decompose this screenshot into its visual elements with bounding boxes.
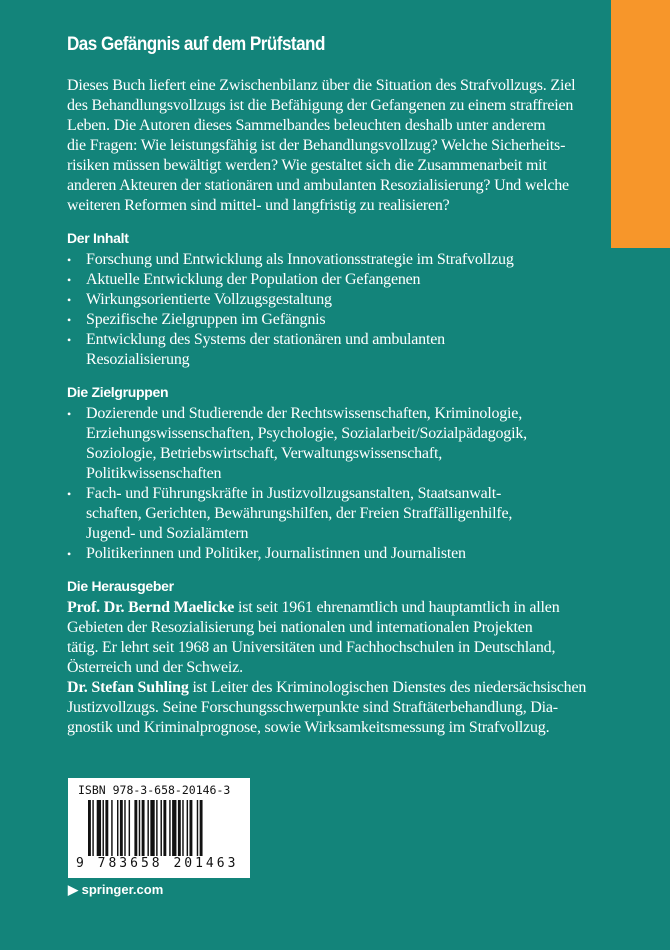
text-line: • Wirkungsorientierte Vollzugsgestaltung	[86, 291, 332, 308]
list-item	[67, 544, 607, 564]
book-title: Das Gefängnis auf dem Prüfstand	[67, 34, 325, 55]
text-line: • Spezifische Zielgruppen im Gefängnis	[86, 311, 326, 328]
barcode-bar	[190, 800, 193, 856]
isbn-text: ISBN 978-3-658-20146-3	[78, 783, 231, 797]
publisher-link[interactable]: ▶ springer.com	[68, 882, 164, 897]
barcode-bar	[142, 800, 145, 856]
barcode-bar	[182, 800, 183, 856]
barcode-bar	[169, 800, 170, 856]
text-line: • Politikerinnen und Politiker, Journalistinnen und Journalisten	[86, 545, 466, 562]
text-line: tätig. Er lehrt seit 1968 an Universitäten und Fachhochschulen in Deutschland,	[67, 639, 556, 656]
list-item	[67, 310, 607, 330]
text-line	[67, 678, 607, 698]
text-line: Justizvollzugs. Seine Forschungsschwerpunkte sind Straftäterbehandlung, Dia-	[67, 699, 558, 716]
text-line: Gebieten der Resozialisierung bei nationalen und internationalen Projekten	[67, 619, 533, 636]
text-line: Soziologie, Betriebswirtschaft, Verwaltungswissenschaft,	[86, 445, 442, 462]
barcode-bar	[105, 800, 108, 856]
barcode-bar	[129, 800, 130, 856]
text-line: • Fach- und Führungskräfte in Justizvollzugsanstalten, Staatsanwalt-	[86, 485, 502, 502]
editor-bio-text: ist Leiter des Kriminologischen Dienstes des niedersächsischen	[188, 679, 587, 696]
editor-name: Prof. Dr. Bernd Maelicke	[67, 599, 235, 616]
barcode-bar	[172, 800, 176, 856]
barcode-bar	[134, 800, 137, 856]
list-item	[67, 250, 607, 270]
text-line: Leben. Die Autoren dieses Sammelbandes beleuchten deshalb unter anderem	[67, 117, 546, 134]
list-item	[67, 484, 607, 544]
barcode-bar	[163, 800, 166, 856]
barcode-bar	[124, 800, 125, 856]
section-heading-herausgeber: Die Herausgeber	[67, 578, 174, 594]
inhalt-list	[67, 250, 607, 370]
barcode-bar	[111, 800, 112, 856]
barcode-bar	[92, 800, 93, 856]
text-line: risiken müssen bewältigt werden? Wie gestaltet sich die Zusammenarbeit mit	[67, 157, 547, 174]
barcode-bar	[120, 800, 123, 856]
editor-name: Dr. Stefan Suhling	[67, 679, 189, 696]
editor-bio-text: ist seit 1961 ehrenamtlich und hauptamtlich in allen	[234, 599, 560, 616]
barcode-bar	[187, 800, 188, 856]
barcode-bar	[161, 800, 162, 856]
text-line: • Dozierende und Studierende der Rechtswissenschaften, Kriminologie,	[86, 405, 523, 422]
text-line: gnostik und Kriminalprognose, sowie Wirksamkeitsmessung im Strafvollzug.	[67, 719, 550, 736]
barcode-bar	[97, 800, 101, 856]
text-line: die Fragen: Wie leistungsfähig ist der Behandlungsvollzug? Welche Sicherheits-	[67, 137, 566, 154]
editor-bio-suhling	[67, 678, 607, 738]
zielgruppen-list	[67, 404, 607, 564]
barcode-bar	[117, 800, 118, 856]
text-line: weiteren Reformen sind mittel- und langfristig zu realisieren?	[67, 197, 450, 214]
text-line: • Forschung und Entwicklung als Innovationsstrategie im Strafvollzug	[86, 251, 514, 268]
editor-bio-maelicke	[67, 598, 607, 678]
text-line: Resozialisierung	[86, 351, 190, 368]
barcode-bar	[88, 800, 91, 856]
back-cover-text	[67, 32, 607, 738]
text-line: des Behandlungsvollzugs ist die Befähigung der Gefangenen zu einem straffreien	[67, 97, 574, 114]
text-line: Politikwissenschaften	[86, 465, 222, 482]
text-line: schaften, Gerichten, Bewährungshilfen, der Freien Straffälligenhilfe,	[86, 505, 513, 522]
barcode-bar	[139, 800, 140, 856]
section-heading-zielgruppen: Die Zielgruppen	[67, 384, 169, 400]
orange-accent-bar	[611, 0, 670, 248]
section-heading-inhalt: Der Inhalt	[67, 230, 129, 246]
isbn-barcode	[68, 778, 250, 878]
barcode-bar	[197, 800, 198, 856]
barcode-bar	[156, 800, 157, 856]
text-line: Dieses Buch liefert eine Zwischenbilanz über die Situation des Strafvollzugs. Ziel	[67, 77, 576, 94]
text-line: Erziehungswissenschaften, Psychologie, Sozialarbeit/Sozialpädagogik,	[86, 425, 527, 442]
list-item	[67, 270, 607, 290]
barcode-bar	[178, 800, 181, 856]
text-line: Jugend- und Sozialämtern	[86, 525, 249, 542]
barcode-bar	[150, 800, 154, 856]
text-line	[67, 598, 607, 618]
text-line: • Entwicklung des Systems der stationären und ambulanten	[86, 331, 445, 348]
list-item	[67, 404, 607, 484]
list-item	[67, 290, 607, 310]
barcode-bar	[200, 800, 203, 856]
text-line: • Aktuelle Entwicklung der Population der Gefangenen	[86, 271, 421, 288]
text-line: anderen Akteuren der stationären und ambulanten Resozialisierung? Und welche	[67, 177, 569, 194]
barcode-digits: 9 783658 201463	[76, 856, 239, 871]
barcode-bar	[147, 800, 148, 856]
barcode-bar	[103, 800, 104, 856]
list-item	[67, 330, 607, 370]
text-line: Österreich und der Schweiz.	[67, 659, 243, 676]
intro-paragraph	[67, 76, 607, 216]
